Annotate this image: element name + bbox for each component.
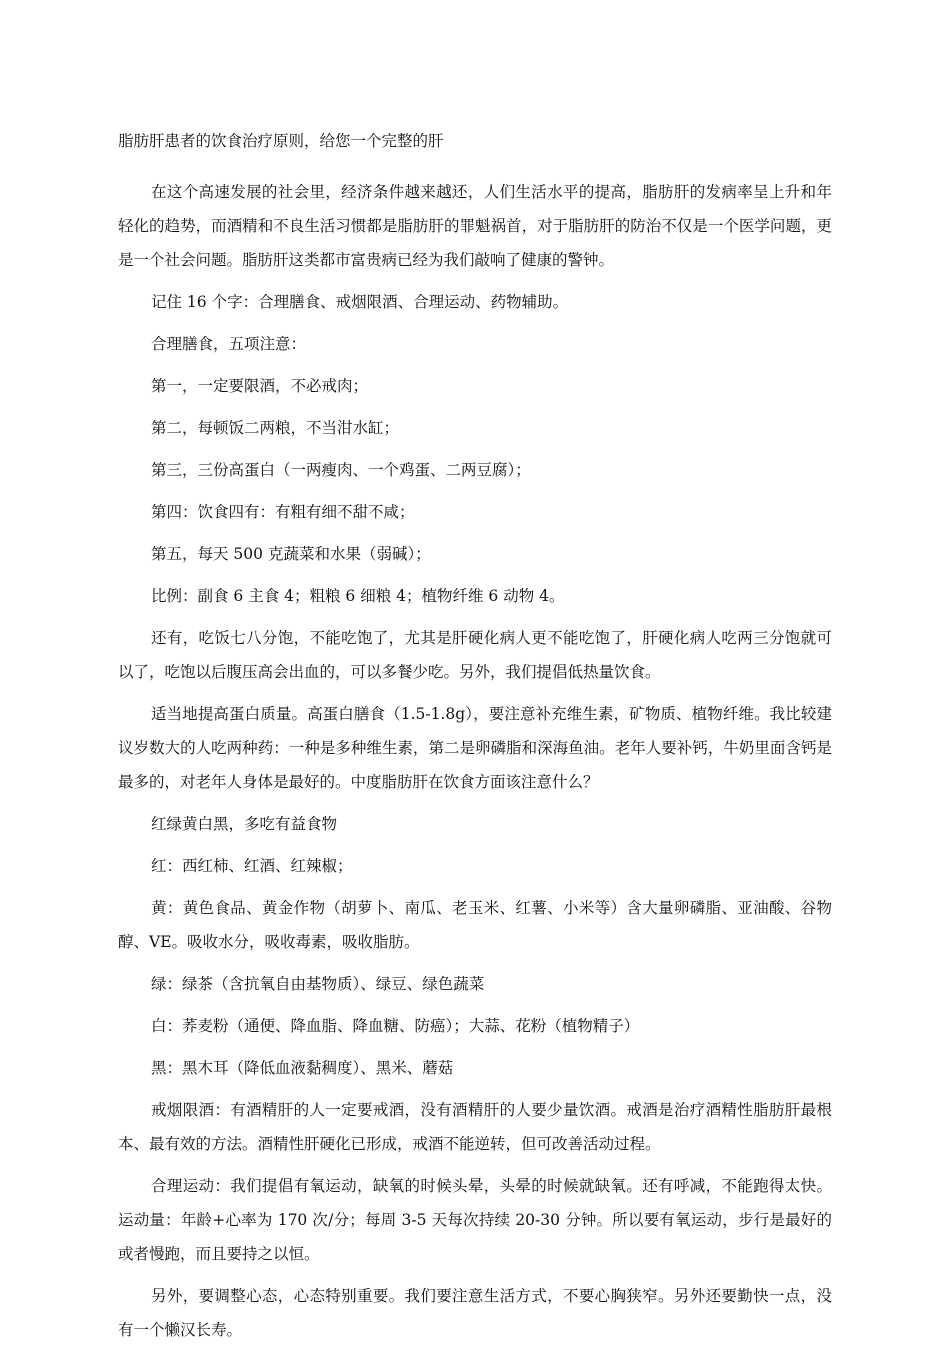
paragraph-intro: 在这个高速发展的社会里，经济条件越来越还，人们生活水平的提高，脂肪肝的发病率呈上升和年轻化的趋势，而酒精和不良生活习惯都是脂肪肝的罪魁祸首，对于脂肪肝的防治不仅是一个医学问题，更是一个社会问题。脂肪肝这类都市富贵病已经为我们敲响了健康的警钟。	[118, 183, 832, 269]
paragraph-exercise: 合理运动：我们提倡有氧运动，缺氧的时候头晕，头晕的时候就缺氧。还有呼减，不能跑得太快。运动量：年龄+心率为 170 次/分；每周 3-5 天每次持续 20-30 分钟。所以要有氧运动，步行是最好的或者慢跑，而且要持之以恒。	[118, 1177, 832, 1263]
paragraph-protein: 适当地提高蛋白质量。高蛋白膳食（1.5-1.8g），要注意补充维生素，矿物质、植物纤维。我比较建议岁数大的人吃两种药：一种是多种维生素，第二是卵磷脂和深海鱼油。老年人要补钙，牛奶里面含钙是最多的，对老年人身体是最好的。中度脂肪肝在饮食方面该注意什么？	[118, 705, 832, 791]
paragraph-green: 绿：绿茶（含抗氧自由基物质）、绿豆、绿色蔬菜	[151, 975, 485, 993]
paragraph-diet-heading: 合理膳食，五项注意：	[151, 335, 307, 353]
paragraph-ratio: 比例：副食 6 主食 4；粗粮 6 细粮 4；植物纤维 6 动物 4。	[151, 587, 565, 605]
paragraph-point-5: 第五，每天 500 克蔬菜和水果（弱碱）；	[151, 545, 431, 563]
paragraph-yellow: 黄：黄色食品、黄金作物（胡萝卜、南瓜、老玉米、红薯、小米等）含大量卵磷脂、亚油酸、谷物醇、VE。吸收水分，吸收毒素，吸收脂肪。	[118, 899, 832, 951]
paragraph-point-2: 第二，每顿饭二两粮，不当泔水缸；	[151, 419, 400, 437]
paragraph-point-3: 第三，三份高蛋白（一两瘦肉、一个鸡蛋、二两豆腐）；	[151, 461, 531, 479]
paragraph-mindset: 另外，要调整心态，心态特别重要。我们要注意生活方式，不要心胸狭窄。另外还要勤快一点，没有一个懒汉长寿。	[118, 1287, 832, 1339]
paragraph-point-1: 第一，一定要限酒，不必戒肉；	[151, 377, 369, 395]
paragraph-white: 白：荞麦粉（通便、降血脂、降血糖、防癌）；大蒜、花粉（植物精子）	[151, 1017, 640, 1035]
paragraph-sixteen-words: 记住 16 个字：合理膳食、戒烟限酒、合理运动、药物辅助。	[151, 293, 569, 311]
document-title: 脂肪肝患者的饮食治疗原则，给您一个完整的肝	[118, 132, 444, 150]
paragraph-point-4: 第四：饮食四有：有粗有细不甜不咸；	[151, 503, 415, 521]
paragraph-alcohol: 戒烟限酒：有酒精肝的人一定要戒酒，没有酒精肝的人要少量饮酒。戒酒是治疗酒精性脂肪肝最根本、最有效的方法。酒精性肝硬化已形成，戒酒不能逆转，但可改善活动过程。	[118, 1101, 832, 1153]
paragraph-colors-heading: 红绿黄白黑，多吃有益食物	[151, 815, 338, 833]
paragraph-red: 红：西红柿、红酒、红辣椒；	[151, 857, 353, 875]
paragraph-black: 黑：黑木耳（降低血液黏稠度）、黑米、蘑菇	[151, 1059, 454, 1077]
paragraph-satiety: 还有，吃饭七八分饱，不能吃饱了，尤其是肝硬化病人更不能吃饱了，肝硬化病人吃两三分饱就可以了，吃饱以后腹压高会出血的，可以多餐少吃。另外，我们提倡低热量饮食。	[118, 629, 832, 681]
